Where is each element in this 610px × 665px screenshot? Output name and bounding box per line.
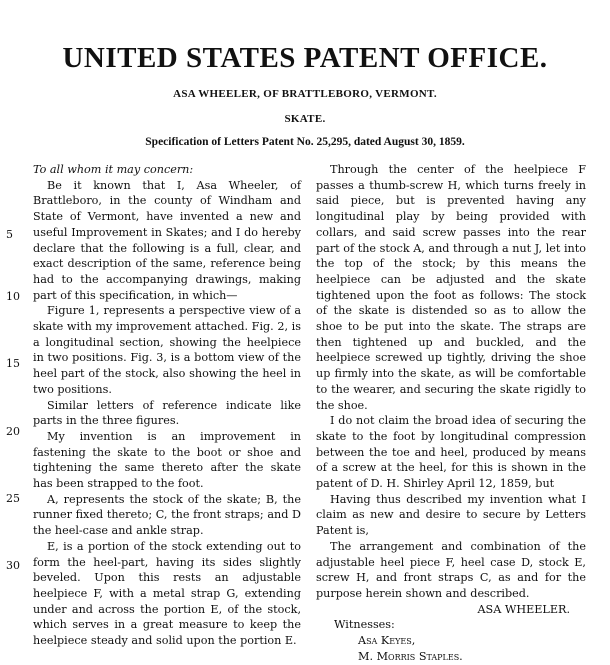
paragraph: E, is a portion of the stock extending out to form the heel-part, having its sides slightly beveled. Upon this rests an adjustable heelpiece F, with a metal strap G, extending under and across the portion E, of the stock, which serves in a great measure to keep the heelpiece steady and solid upon the portion E. (33, 539, 301, 648)
paragraph: I do not claim the broad idea of securing the skate to the foot by longitudinal compression between the toe and heel, produced by means of a screw at the heel, for this is shown in the patent of D. H. Shirley April 12, 1859, but (316, 414, 586, 491)
paragraph: My invention is an improvement in fastening the skate to the boot or shoe and tightening the same thereto after the skate has been strapped to the foot. (33, 429, 301, 491)
paragraph: Figure 1, represents a perspective view of a skate with my improvement attached. Fig. 2, is a longitudinal section, showing the heelpiece in two positions. Fig. 3, is a bottom view of the heel part of the stock, also showing the heel in two positions. (33, 304, 301, 396)
paragraph: The arrangement and combination of the adjustable heel piece F, heel case D, stock E, screw H, and front straps C, as and for the purpose herein shown and described. (316, 539, 586, 600)
line-number: 25 (6, 492, 20, 505)
right-column (316, 162, 586, 665)
line-number: 5 (6, 228, 13, 241)
paragraph: Through the center of the heelpiece F passes a thumb-screw H, which turns freely in said piece, but is prevented having any longitudinal play by being provided with collars, and said screw passes into the rear part of the stock A, and through a nut J, let into the top of the stock; by this means the heelpiece can be adjusted and the skate tightened upon the foot as follows: The stock of the skate is distended so as to allow the shoe to be put into the skate. The straps are then tightened up and buckled, and the heelpiece screwed up tightly, driving the shoe up firmly into the skate, as will be comfortable to the wearer, and securing the skate rigidly to the shoe. (316, 163, 586, 412)
line-number: 20 (6, 425, 20, 438)
witness-name: M. Morris Staples. (358, 649, 463, 663)
paragraph: Similar letters of reference indicate like parts in the three figures. (33, 398, 301, 428)
witnesses-label: Witnesses: (334, 618, 395, 632)
line-number: 10 (6, 290, 20, 303)
paragraph: A, represents the stock of the skate; B, the runner fixed thereto; C, the front straps; and D the heel-case and ankle strap. (33, 492, 301, 538)
witness-name: Asa Keyes, (358, 634, 416, 648)
office-title: UNITED STATES PATENT OFFICE. (62, 42, 548, 74)
line-number: 15 (6, 357, 20, 370)
specification-line: Specification of Letters Patent No. 25,295, dated August 30, 1859. (145, 136, 465, 148)
signature: ASA WHEELER. (477, 602, 570, 616)
line-number: 30 (6, 559, 20, 572)
subject-title: SKATE. (284, 113, 326, 125)
paragraph: Be it known that I, Asa Wheeler, of Brattleboro, in the county of Windham and State of Vermont, have invented a new and useful Improvement in Skates; and I do hereby declare that the following is a full, clear, and exact description of the same, reference being had to the accompanying drawings, making part of this specification, in which— (33, 178, 301, 302)
salutation: To all whom it may concern: (33, 163, 194, 176)
inventor-line: ASA WHEELER, OF BRATTLEBORO, VERMONT. (173, 88, 437, 100)
left-column (33, 162, 301, 649)
paragraph: Having thus described my invention what I claim as new and desire to secure by Letters Patent is, (316, 492, 586, 538)
